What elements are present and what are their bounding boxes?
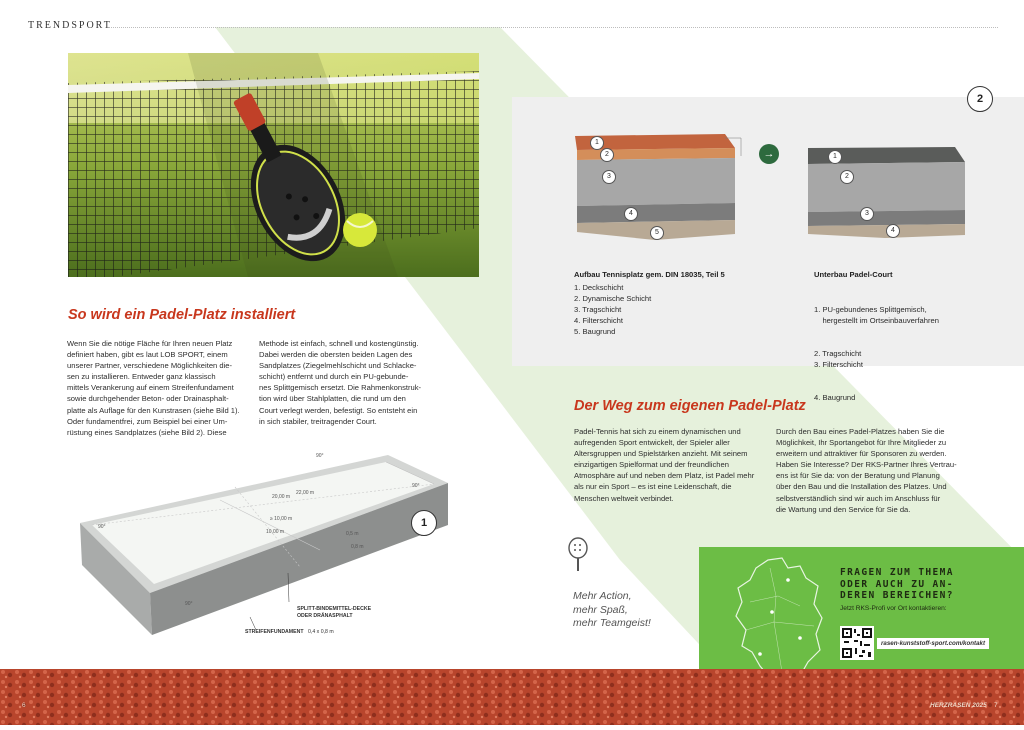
header-divider (108, 27, 998, 28)
figure-2-badge: 2 (967, 86, 993, 112)
svg-text:90°: 90° (412, 483, 420, 489)
layer-marker: 3 (860, 207, 874, 221)
dim-label: 20,00 m (272, 494, 291, 500)
dim-label: 0,5 m (346, 531, 359, 537)
magazine-name: HERZRASEN 2025 (930, 702, 987, 709)
padel-racket-icon (567, 537, 589, 573)
page-number-right: 7 (994, 702, 998, 709)
layer-marker: 3 (602, 170, 616, 184)
tennis-legend-title: Aufbau Tennisplatz gem. DIN 18035, Teil 5 (574, 270, 725, 279)
tennis-legend-list: 1. Deckschicht 2. Dynamische Schicht 3. Tragschicht 4. Filterschicht 5. Baugrund (574, 283, 652, 336)
svg-text:90°: 90° (185, 601, 193, 607)
text-column-own-court-1: Padel-Tennis hat sich zu einem dynamischen und aufregenden Sport entwickelt, der Spieler aller Altersgruppen und Spielstärken anzieht. Mit seinem einzigartigen Spielformat und der freundlichen Atmosphäre auf und neben dem Platz, ist Padel mehr als nur ein Sport – es ist eine Leidenschaft, die Menschen weltweit verbindet. (574, 427, 755, 503)
dim-label: ≥ 10,00 m (270, 516, 293, 522)
layer-marker: 2 (840, 170, 854, 184)
text-column-own-court-2: Durch den Bau eines Padel-Platzes haben Sie die Möglichkeit, Ihr Sportangebot für Ihre Mitglieder zu erweitern und attraktiver für Sponsoren zu werden. Haben Sie Interesse? Der RKS-Partner Ihres Vertrau- ens ist für Sie da: von der Beratung und Planung über den Bau und die Installation des Platzes. Und selbstverständlich sind wir auch im Anschluss für die Wartung und den Service für Sie da. (776, 427, 957, 514)
qr-code-icon[interactable] (840, 626, 874, 660)
clay-surface-strip (0, 669, 1024, 725)
angle-label: 90° (98, 524, 106, 530)
layer-marker: 1 (590, 136, 604, 150)
foundation-label: STREIFENFUNDAMENT (245, 629, 304, 635)
heading-own-court: Der Weg zum eigenen Padel-Platz (574, 398, 806, 414)
contact-heading: FRAGEN ZUM THEMA ODER AUCH ZU AN- DEREN BEREICHEN? (840, 567, 954, 601)
layer-marker: 4 (886, 224, 900, 238)
svg-text:0,4 x 0,8 m: 0,4 x 0,8 m (308, 629, 334, 635)
dim-label: 22,00 m (296, 490, 315, 496)
figure-1-badge: 1 (411, 510, 437, 536)
deck-label: SPLITT-BINDEMITTEL-DECKE (297, 606, 372, 612)
page-number-left: 6 (22, 702, 26, 709)
padel-legend-list: 1. PU-gebundenes Splittgemisch, hergestellt im Ortseinbauverfahren 2. Tragschicht 3. Filterschicht 4. Baugrund (814, 305, 939, 402)
layer-marker: 1 (828, 150, 842, 164)
padel-photo (68, 53, 479, 277)
court-slab-diagram (70, 445, 470, 655)
svg-text:90°: 90° (316, 453, 324, 459)
svg-text:ODER DRÄNASPHALT: ODER DRÄNASPHALT (297, 613, 353, 619)
section-label: TRENDSPORT (28, 20, 112, 31)
layer-marker: 5 (650, 226, 664, 240)
dim-label: 10,00 m (266, 529, 285, 535)
slogan: Mehr Action, mehr Spaß, mehr Teamgeist! (573, 590, 651, 629)
dim-label: 0,8 m (351, 544, 364, 550)
contact-url-link[interactable]: rasen-kunststoff-sport.com/kontakt (877, 638, 989, 649)
text-column-installation-2: Methode ist einfach, schnell und kostengünstig. Dabei werden die obersten beiden Lagen des Sandplatzes (Ziegelmehlschicht und Schlacke- schicht) entfernt und durch ein PU-gebunde- nes Splittgemisch ersetzt. Die Rahmenkonstruk- tion wird über Stahlplatten, die rund um den Court verlegt werden, befestigt. So entsteht ein in sich stabiler, treitragender Court. (259, 339, 422, 426)
padel-legend-title: Unterbau Padel-Court (814, 270, 893, 279)
heading-installation: So wird ein Padel-Platz installiert (68, 307, 296, 323)
layer-marker: 2 (600, 148, 614, 162)
layer-marker: 4 (624, 207, 638, 221)
arrow-right-icon: → (759, 144, 779, 164)
text-column-installation-1: Wenn Sie die nötige Fläche für Ihren neuen Platz definiert haben, gibt es laut LOB SPORT, einem unserer Partner, verschiedene Möglichkeiten die- sen zu installieren. Entweder ganz klassisch mittels Verankerung auf einem Streifenfundament sowie durchgehender Beton- oder Drainasphalt- platte als Auflage für den Kunstrasen (siehe Bild 1). Oder fundamentfrei, zum Beispiel bei einer Um- rüstung eines Sandplatzes (siehe Bild 2). Diese (67, 339, 240, 437)
contact-subtitle: Jetzt RKS-Profi vor Ort kontaktieren: (840, 605, 947, 612)
tennis-ball-icon (343, 213, 377, 247)
germany-map-icon (730, 556, 830, 680)
padel-cross-section (800, 140, 970, 240)
